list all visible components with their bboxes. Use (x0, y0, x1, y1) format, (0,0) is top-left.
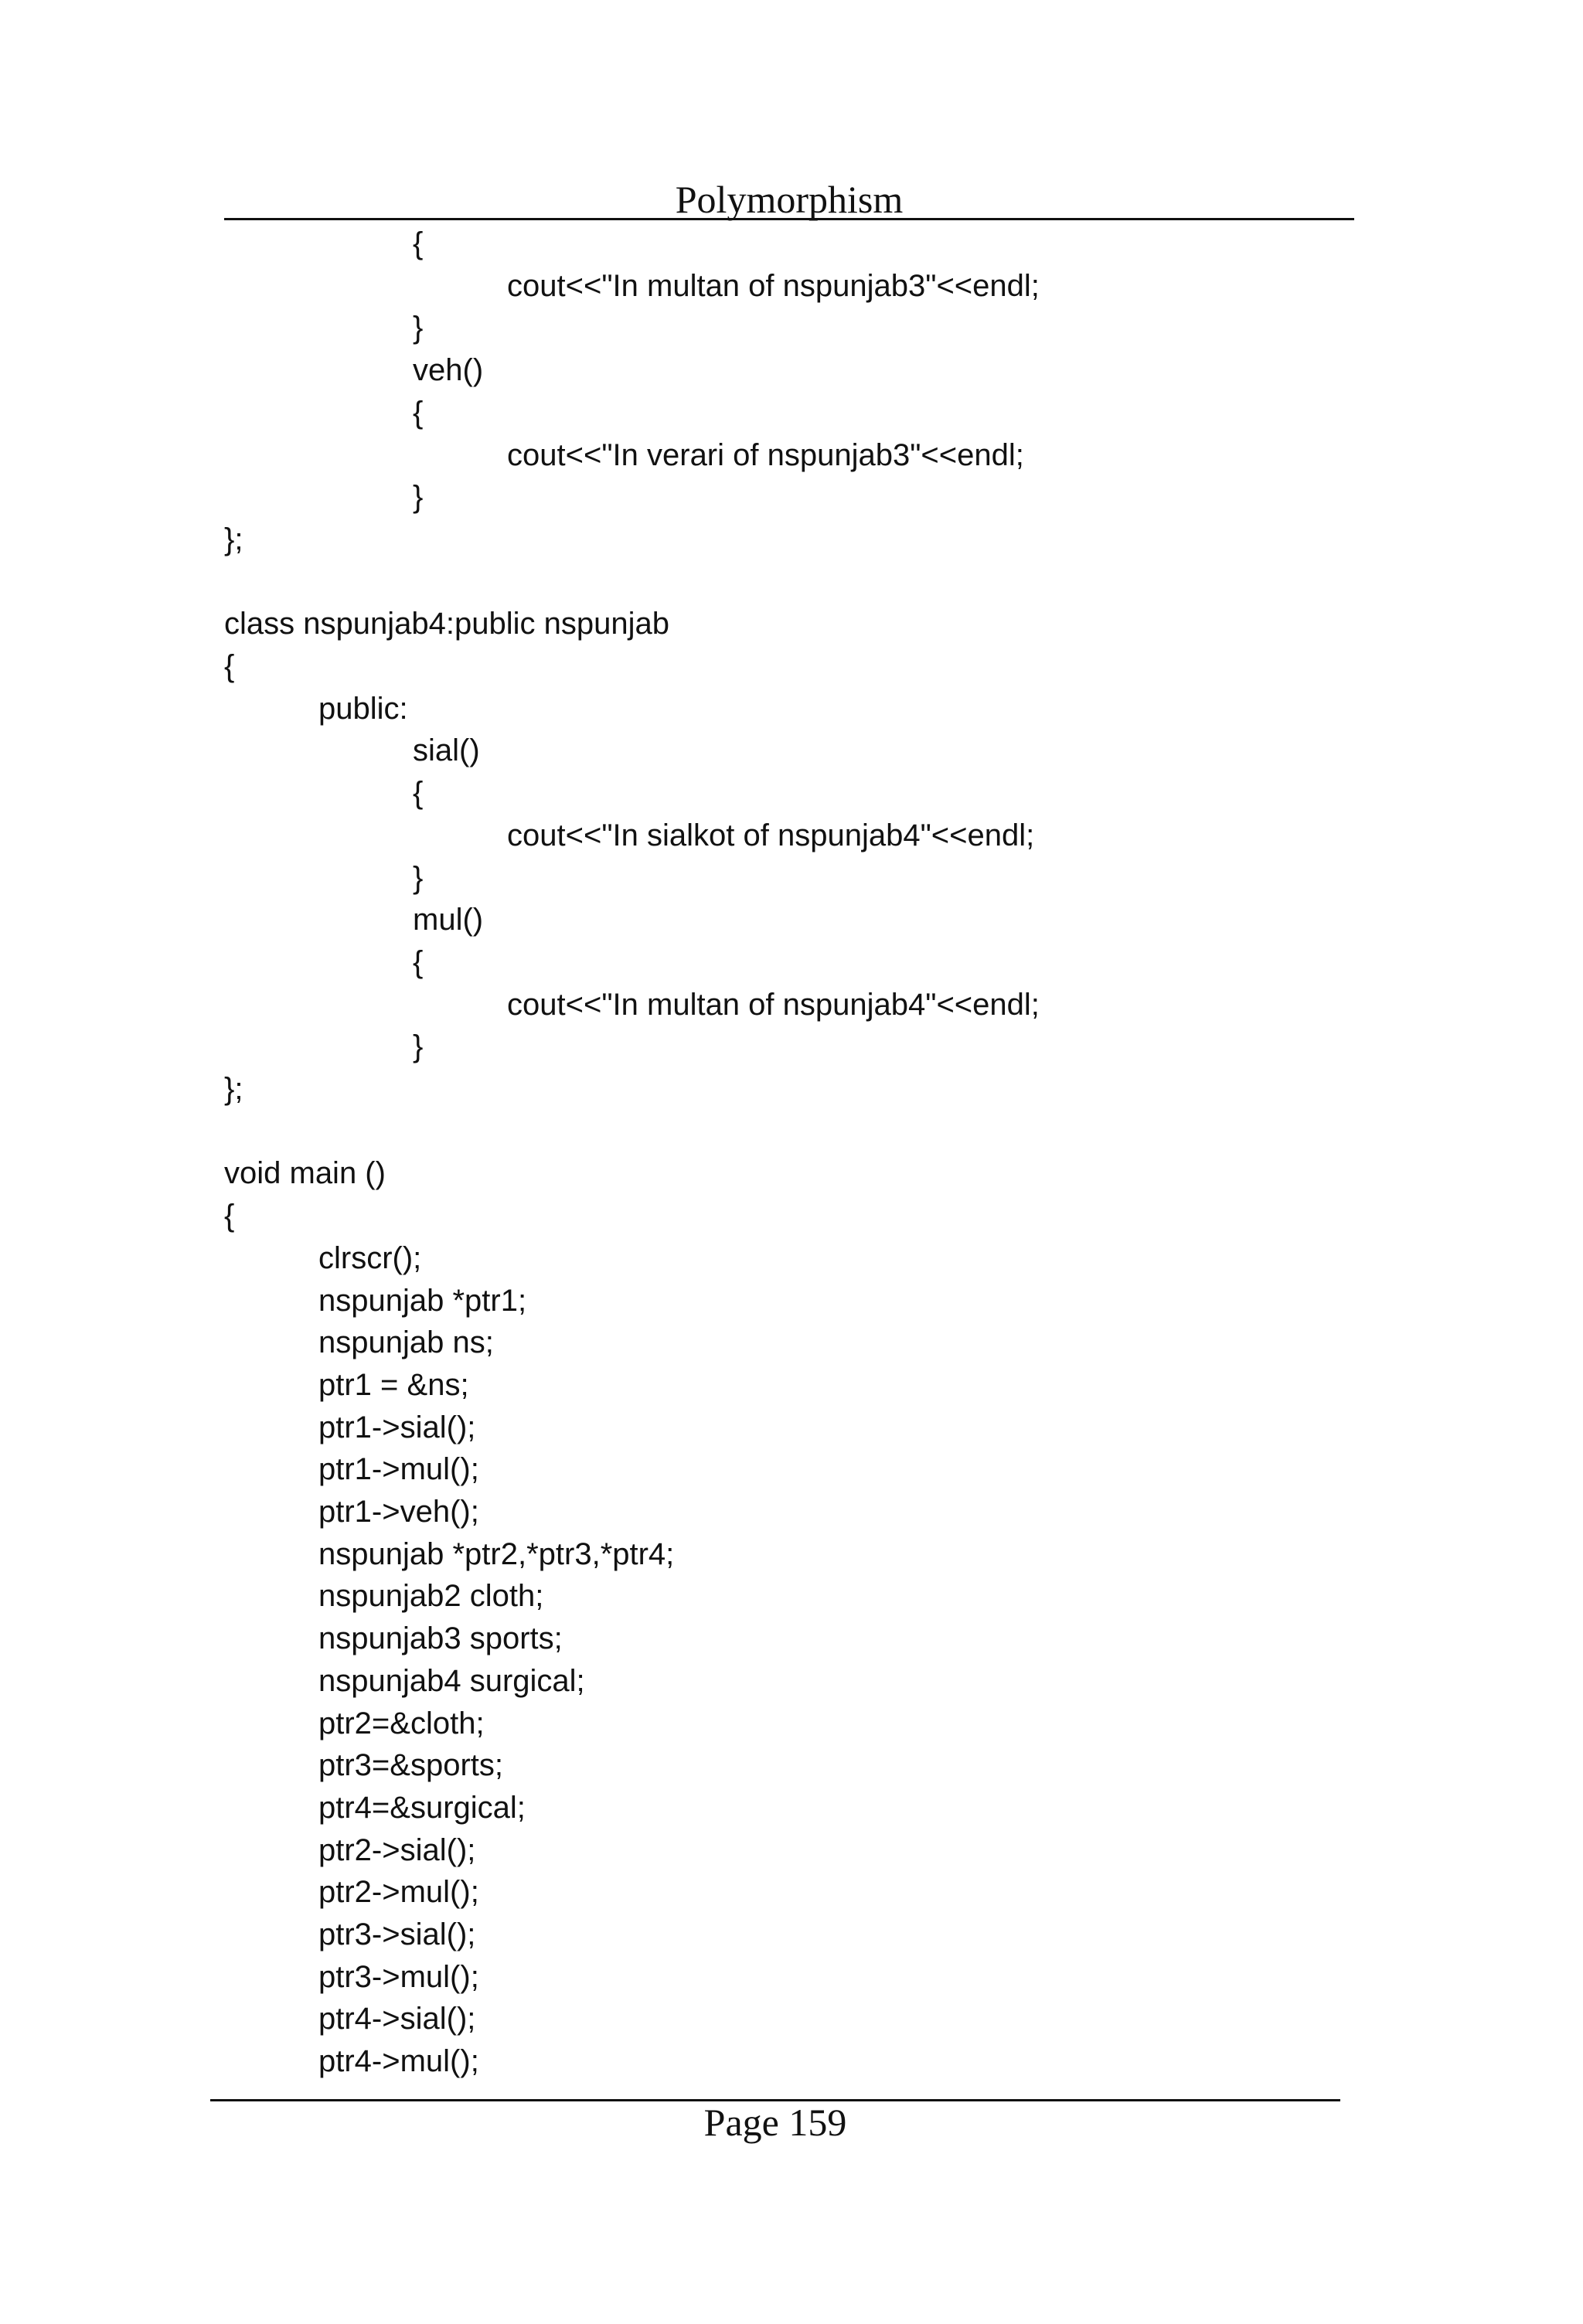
code-line: class nspunjab4:public nspunjab (224, 607, 669, 641)
code-line: cout<<"In multan of nspunjab3"<<endl; (507, 268, 1040, 303)
code-line: ptr4=&surgical; (318, 1790, 526, 1825)
code-line: nspunjab2 cloth; (318, 1579, 544, 1614)
code-line: nspunjab *ptr1; (318, 1283, 527, 1318)
code-line: cout<<"In sialkot of nspunjab4"<<endl; (507, 818, 1035, 852)
code-line: ptr3->mul(); (318, 1959, 479, 1994)
code-line: clrscr(); (318, 1240, 422, 1275)
code-line: nspunjab *ptr2,*ptr3,*ptr4; (318, 1536, 675, 1571)
code-line: ptr3->sial(); (318, 1917, 476, 1951)
code-line: nspunjab ns; (318, 1325, 494, 1360)
code-line: ptr1 = &ns; (318, 1367, 469, 1402)
code-line: mul() (413, 903, 484, 937)
code-line: veh() (413, 353, 484, 388)
code-line: void main () (224, 1156, 386, 1191)
code-line: cout<<"In verari of nspunjab3"<<endl; (507, 437, 1024, 472)
header-divider (224, 218, 1354, 220)
code-line: ptr2->mul(); (318, 1875, 479, 1910)
page-number: Page 159 (703, 2101, 847, 2144)
code-line: } (413, 860, 424, 895)
code-line: public: (318, 691, 408, 726)
code-line: ptr1->veh(); (318, 1495, 479, 1529)
code-line: }; (224, 522, 243, 556)
code-line: { (413, 776, 424, 811)
code-line: { (413, 395, 424, 430)
code-line: sial() (413, 733, 480, 768)
code-line: { (224, 649, 235, 683)
page-header-title: Polymorphism (675, 178, 904, 221)
code-line: } (413, 1029, 424, 1064)
code-line: ptr4->mul(); (318, 2044, 479, 2079)
code-line: ptr4->sial(); (318, 2002, 476, 2036)
code-line: ptr2->sial(); (318, 1832, 476, 1867)
code-line: } (413, 480, 424, 515)
code-line: cout<<"In multan of nspunjab4"<<endl; (507, 987, 1040, 1022)
code-line: nspunjab3 sports; (318, 1621, 563, 1656)
code-line: ptr3=&sports; (318, 1748, 504, 1783)
code-line: { (413, 944, 424, 979)
code-line: ptr2=&cloth; (318, 1706, 485, 1740)
code-line: ptr1->sial(); (318, 1410, 476, 1444)
code-line: { (224, 1199, 235, 1233)
code-line: } (413, 311, 424, 345)
code-line: { (413, 226, 424, 260)
code-line: ptr1->mul(); (318, 1452, 479, 1487)
code-line: }; (224, 1072, 243, 1106)
code-line: nspunjab4 surgical; (318, 1663, 585, 1698)
